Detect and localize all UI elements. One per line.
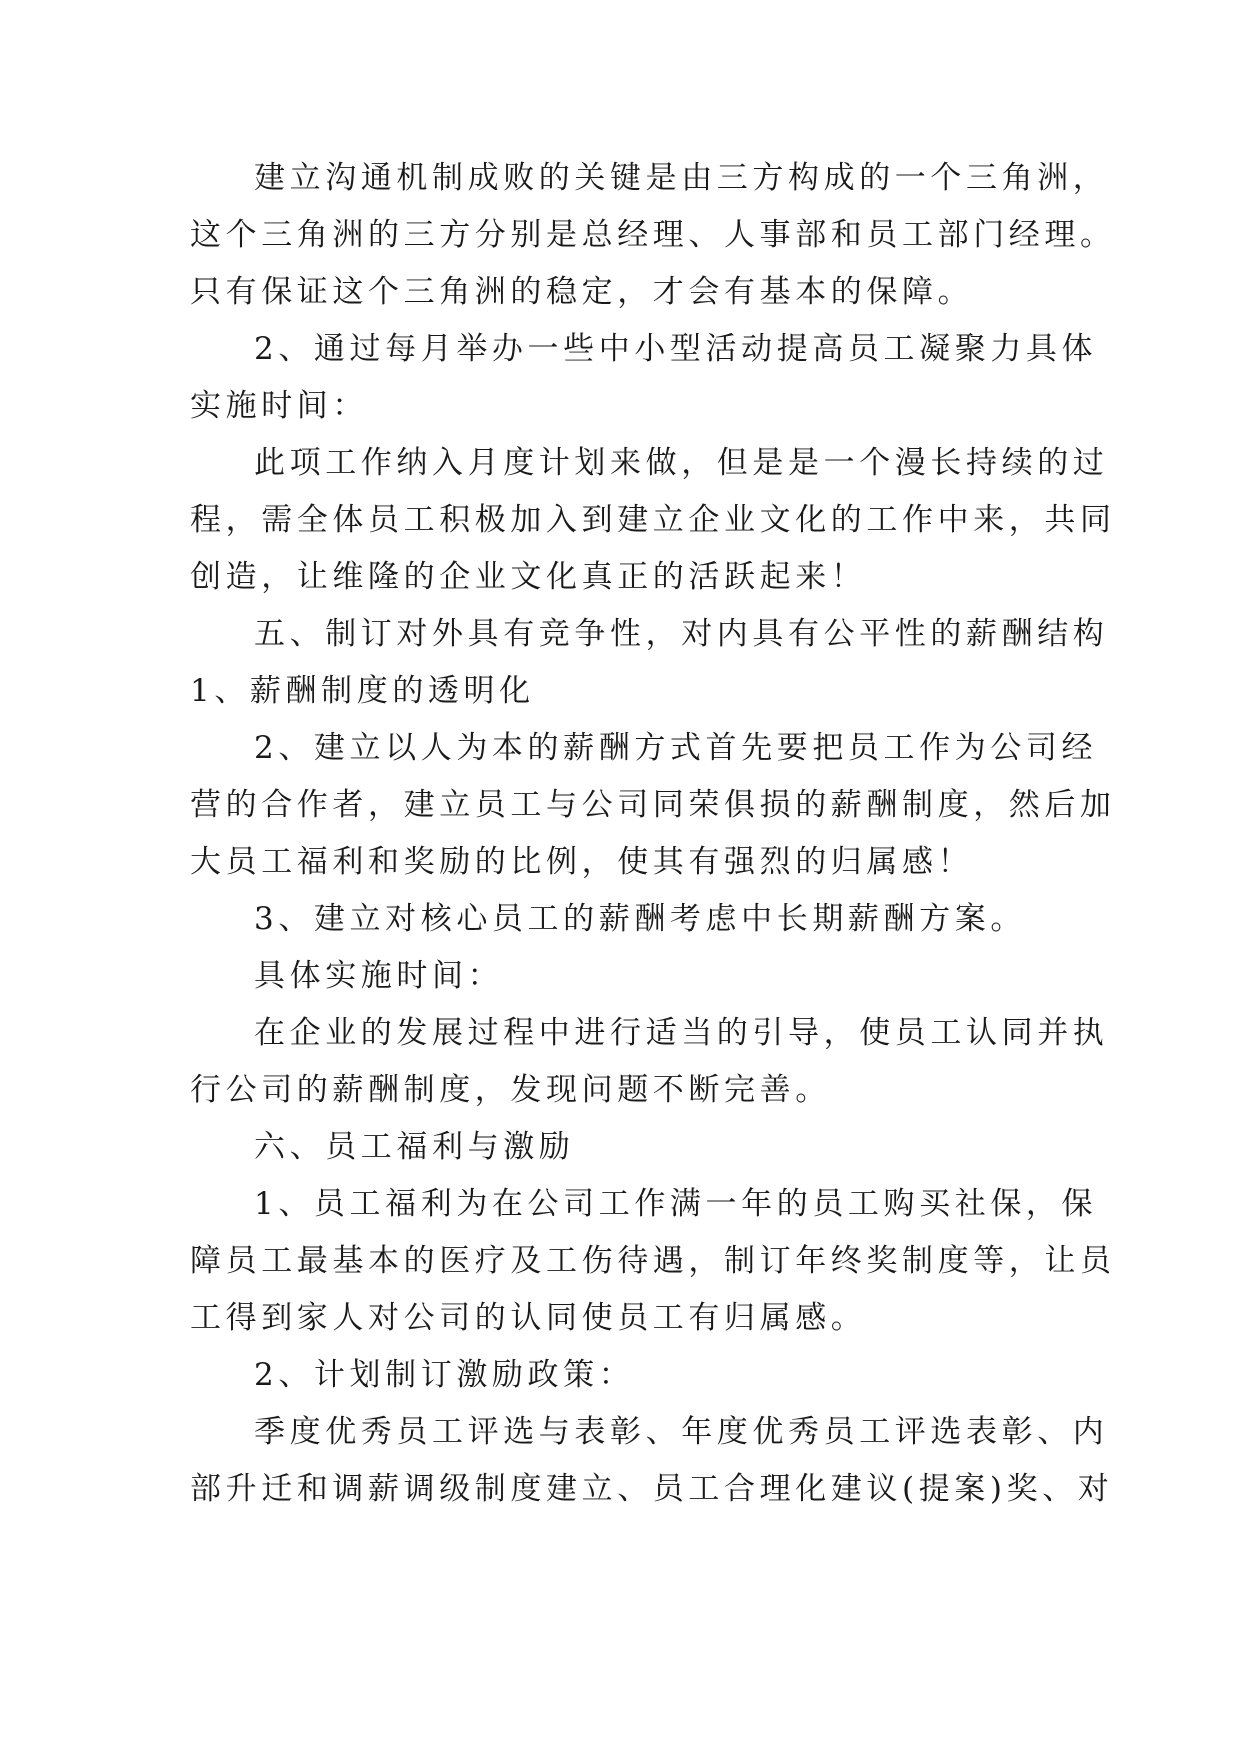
- text-line-15: 具体实施时间：: [254, 958, 504, 994]
- text-line-24: 部升迁和调薪调级制度建立、员工合理化建议(提案)奖、对: [190, 1471, 1114, 1507]
- section-heading-six: 六、员工福利与激励: [254, 1129, 575, 1165]
- text-line-8: 创造，让维隆的企业文化真正的活跃起来！: [190, 559, 867, 595]
- text-line-23: 季度优秀员工评选与表彰、年度优秀员工评选表彰、内: [254, 1414, 1109, 1450]
- text-line-5: 实施时间：: [190, 388, 368, 424]
- text-line-4: 2、通过每月举办一些中小型活动提高员工凝聚力具体: [254, 331, 1098, 367]
- text-line-22: 2、计划制订激励政策：: [254, 1357, 635, 1393]
- text-line-16: 在企业的发展过程中进行适当的引导，使员工认同并执: [254, 1015, 1109, 1051]
- section-heading-five: 五、制订对外具有竞争性，对内具有公平性的薪酬结构: [254, 616, 1109, 652]
- text-line-3: 只有保证这个三角洲的稳定，才会有基本的保障。: [190, 274, 974, 310]
- text-line-2: 这个三角洲的三方分别是总经理、人事部和员工部门经理。: [190, 217, 1116, 253]
- text-line-14: 3、建立对核心员工的薪酬考虑中长期薪酬方案。: [254, 901, 1026, 937]
- text-line-11: 2、建立以人为本的薪酬方式首先要把员工作为公司经: [254, 730, 1098, 766]
- text-line-12: 营的合作者，建立员工与公司同荣俱损的薪酬制度，然后加: [190, 787, 1116, 823]
- text-line-19: 1、员工福利为在公司工作满一年的员工购买社保，保: [254, 1186, 1098, 1222]
- text-line-20: 障员工最基本的医疗及工伤待遇，制订年终奖制度等，让员: [190, 1243, 1116, 1279]
- text-line-1: 建立沟通机制成败的关键是由三方构成的一个三角洲，: [254, 160, 1109, 196]
- text-line-10: 1、薪酬制度的透明化: [190, 673, 535, 709]
- text-line-7: 程，需全体员工积极加入到建立企业文化的工作中来，共同: [190, 502, 1116, 538]
- text-line-13: 大员工福利和奖励的比例，使其有强烈的归属感！: [190, 844, 974, 880]
- text-line-6: 此项工作纳入月度计划来做，但是是一个漫长持续的过: [254, 445, 1109, 481]
- text-line-17: 行公司的薪酬制度，发现问题不断完善。: [190, 1072, 831, 1108]
- text-line-21: 工得到家人对公司的认同使员工有归属感。: [190, 1300, 867, 1336]
